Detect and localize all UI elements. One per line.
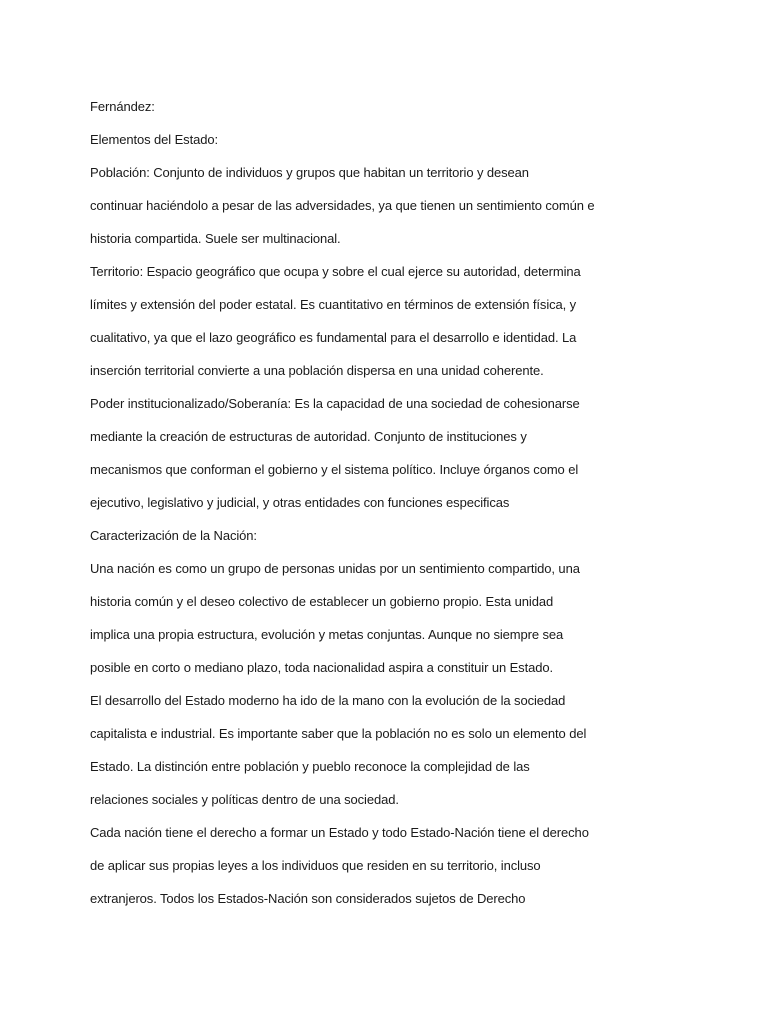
- text-line: Poder institucionalizado/Soberanía: Es la capacidad de una sociedad de cohesionarse: [90, 396, 580, 411]
- author-heading: Fernández:: [90, 99, 155, 114]
- text-line: límites y extensión del poder estatal. Es cuantitativo en términos de extensión física, y: [90, 297, 577, 312]
- text-line: capitalista e industrial. Es importante saber que la población no es solo un elemento del: [90, 726, 587, 741]
- text-line: mediante la creación de estructuras de autoridad. Conjunto de instituciones y: [90, 429, 527, 444]
- text-line: Población: Conjunto de individuos y grupos que habitan un territorio y desean: [90, 165, 529, 180]
- text-line: posible en corto o mediano plazo, toda nacionalidad aspira a constituir un Estado.: [90, 660, 553, 675]
- text-line: historia compartida. Suele ser multinacional.: [90, 231, 341, 246]
- text-line: Cada nación tiene el derecho a formar un Estado y todo Estado-Nación tiene el derecho: [90, 825, 589, 840]
- text-line: Territorio: Espacio geográfico que ocupa y sobre el cual ejerce su autoridad, determina: [90, 264, 581, 279]
- text-line: relaciones sociales y políticas dentro de una sociedad.: [90, 792, 399, 807]
- section-heading-elementos: Elementos del Estado:: [90, 132, 218, 147]
- text-line: historia común y el deseo colectivo de establecer un gobierno propio. Esta unidad: [90, 594, 554, 609]
- text-line: El desarrollo del Estado moderno ha ido de la mano con la evolución de la sociedad: [90, 693, 566, 708]
- text-line: extranjeros. Todos los Estados-Nación son considerados sujetos de Derecho: [90, 891, 526, 906]
- section-heading-nacion: Caracterización de la Nación:: [90, 528, 257, 543]
- text-line: ejecutivo, legislativo y judicial, y otras entidades con funciones especificas: [90, 495, 510, 510]
- text-line: Estado. La distinción entre población y pueblo reconoce la complejidad de las: [90, 759, 530, 774]
- document-body: [90, 90, 690, 915]
- text-line: mecanismos que conforman el gobierno y el sistema político. Incluye órganos como el: [90, 462, 579, 477]
- text-line: Una nación es como un grupo de personas unidas por un sentimiento compartido, una: [90, 561, 580, 576]
- text-line: continuar haciéndolo a pesar de las adversidades, ya que tienen un sentimiento común e: [90, 198, 595, 213]
- text-line: inserción territorial convierte a una población dispersa en una unidad coherente.: [90, 363, 544, 378]
- text-line: implica una propia estructura, evolución y metas conjuntas. Aunque no siempre sea: [90, 627, 564, 642]
- text-line: cualitativo, ya que el lazo geográfico es fundamental para el desarrollo e identidad. La: [90, 330, 577, 345]
- text-line: de aplicar sus propias leyes a los individuos que residen en su territorio, incluso: [90, 858, 541, 873]
